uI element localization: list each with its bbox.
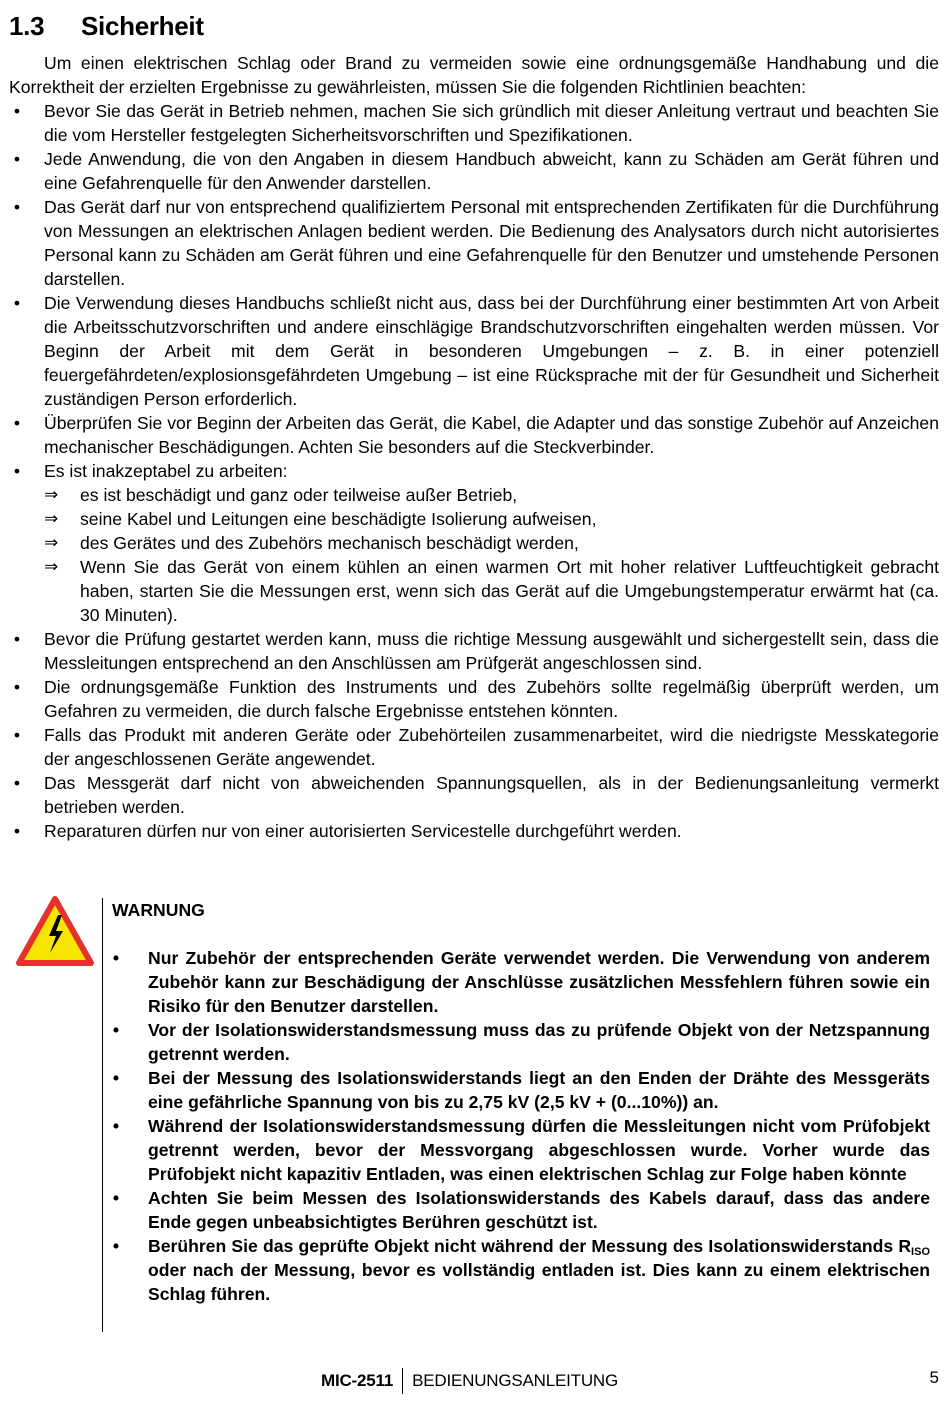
footer-model: MIC-2511	[321, 1371, 394, 1390]
arrow-icon: ⇒	[44, 533, 59, 553]
footer-label	[321, 1368, 618, 1394]
bullet-marker: •	[112, 1188, 120, 1208]
high-voltage-warning-icon	[16, 895, 94, 967]
guideline-list	[9, 99, 939, 843]
arrow-list-item: ⇒ des Gerätes und des Zubehörs mechanisch beschädigt werden,	[44, 533, 579, 553]
list-item: • Die ordnungsgemäße Funktion des Instruments und des Zubehörs sollte regelmäßig überprüft werden, um Gefahren zu vermeiden, die durch falsche Ergebnisse entstehen könnten.	[9, 675, 939, 723]
bullet-marker: •	[13, 725, 21, 745]
list-item: • Bevor Sie das Gerät in Betrieb nehmen, machen Sie sich gründlich mit dieser Anleitung vertraut und beachten Sie die vom Hersteller festgelegten Sicherheitsvorschriften und Spezifikationen.	[9, 99, 939, 147]
warning-title: WARNUNG	[112, 900, 205, 920]
bullet-marker: •	[112, 948, 120, 968]
safety-guidelines	[9, 51, 939, 843]
bullet-marker: •	[13, 293, 21, 313]
list-item: • Die Verwendung dieses Handbuchs schließt nicht aus, dass bei der Durchführung einer bestimmten Art von Arbeit die Arbeitsschutzvorschriften und andere einschlägige Brandschutzvorschriften eingehalten werden müssen. Vor Beginn der Arbeit mit dem Gerät in besonderen Umgebungen – z. B. in einer potenziell feuergefährdeten/explosionsgefährdeten Umgebung – ist eine Rücksprache mit der für Gesundheit und Sicherheit zuständigen Person erforderlich.	[9, 291, 939, 411]
bullet-marker: •	[112, 1116, 120, 1136]
bullet-marker: •	[13, 461, 21, 481]
bullet-marker: •	[13, 149, 21, 169]
riso-subscript: ISO	[911, 1246, 930, 1258]
footer-title: BEDIENUNGSANLEITUNG	[412, 1371, 619, 1390]
arrow-list-item: ⇒ es ist beschädigt und ganz oder teilweise außer Betrieb,	[44, 485, 518, 505]
list-item: • Das Messgerät darf nicht von abweichenden Spannungsquellen, als in der Bedienungsanleitung vermerkt betrieben werden.	[9, 771, 939, 819]
arrow-icon: ⇒	[44, 509, 59, 529]
bullet-marker: •	[13, 821, 21, 841]
bullet-marker: •	[13, 413, 21, 433]
unacceptable-conditions-list	[44, 483, 939, 627]
arrow-icon: ⇒	[44, 557, 59, 577]
arrow-icon: ⇒	[44, 485, 59, 505]
footer-separator	[402, 1368, 403, 1394]
warning-block	[112, 898, 930, 1306]
bullet-marker: •	[13, 677, 21, 697]
section-title: Sicherheit	[81, 11, 204, 41]
warning-item: • Während der Isolationswiderstandsmessung dürfen die Messleitungen nicht vom Prüfobjekt getrennt werden, bevor der Messvorgang abgeschlossen wurde. Vorher wurde das Prüfobjekt nicht kapazitiv Entladen, was einen elektrischen Schlag zur Folge haben könnte	[112, 1114, 930, 1186]
arrow-list-item: ⇒ Wenn Sie das Gerät von einem kühlen an einen warmen Ort mit hoher relativer Luftfeuchtigkeit gebracht haben, starten Sie die Messungen erst, wenn sich das Gerät auf die Umgebungstemperatur erwärmt hat (ca. 30 Minuten).	[44, 557, 939, 625]
bullet-marker: •	[112, 1068, 120, 1088]
section-heading	[9, 8, 204, 44]
warning-item: • Bei der Messung des Isolationswiderstands liegt an den Enden der Drähte des Messgeräts eine gefährliche Spannung von bis zu 2,75 kV (2,5 kV + (0...10%)) an.	[112, 1066, 930, 1114]
warning-item: • Nur Zubehör der entsprechenden Geräte verwendet werden. Die Verwendung von anderem Zubehör kann zur Beschädigung der Anschlüsse zusätzlichen Messfehlern führen sowie ein Risiko für den Benutzer darstellen.	[112, 946, 930, 1018]
list-item: • Überprüfen Sie vor Beginn der Arbeiten das Gerät, die Kabel, die Adapter und das sonstige Zubehör auf Anzeichen mechanischer Beschädigungen. Achten Sie besonders auf die Steckverbinder.	[9, 411, 939, 459]
page-footer	[0, 1366, 950, 1394]
bullet-marker: •	[13, 629, 21, 649]
list-item: • Das Gerät darf nur von entsprechend qualifiziertem Personal mit entsprechenden Zertifikaten für die Durchführung von Messungen an elektrischen Anlagen bedient werden. Die Bedienung des Analysators durch nicht autorisiertes Personal kann zu Schäden am Gerät führen und eine Gefahrenquelle für den Benutzer und umstehende Personen darstellen.	[9, 195, 939, 291]
warning-item: • Berühren Sie das geprüfte Objekt nicht während der Messung des Isolationswiderstands $R_{ISO}$ oder nach der Messung, bevor es vollständig entladen ist. Dies kann zu einem elektrischen Schlag führen.	[112, 1234, 930, 1306]
warning-item: • Vor der Isolationswiderstandsmessung muss das zu prüfende Objekt von der Netzspannung getrennt werden.	[112, 1018, 930, 1066]
section-number: 1.3	[9, 11, 45, 41]
bullet-marker: •	[112, 1236, 120, 1256]
page-number: 5	[929, 1368, 939, 1387]
list-item: • Reparaturen dürfen nur von einer autorisierten Servicestelle durchgeführt werden.	[9, 819, 939, 843]
bullet-marker: •	[112, 1020, 120, 1040]
warning-divider	[102, 898, 103, 1332]
list-item-unacceptable: • Es ist inakzeptabel zu arbeiten: ⇒ es ist beschädigt und ganz oder teilweise außer Betrieb, ⇒ seine Kabel und Leitungen eine beschädigte Isolierung aufweisen, ⇒ des Gerätes und des Zubehörs mechanisch beschädigt werden, ⇒ Wenn Sie das Gerät von einem kühlen an einen warmen Ort mit hoher relativer Luftfeuchtigkeit gebracht haben, starten Sie die Messungen erst, wenn sich das Gerät auf die Umgebungstemperatur erwärmt hat (ca. 30 Minuten).	[9, 459, 939, 627]
warning-item: • Achten Sie beim Messen des Isolationswiderstands des Kabels darauf, dass das andere Ende gegen unbeabsichtigtes Berühren geschützt ist.	[112, 1186, 930, 1234]
intro-paragraph: Um einen elektrischen Schlag oder Brand zu vermeiden sowie eine ordnungsgemäße Handhabung und die Korrektheit der erzielten Ergebnisse zu gewährleisten, müssen Sie die folgenden Richtlinien beachten:	[9, 53, 939, 97]
bullet-marker: •	[13, 101, 21, 121]
warning-list	[112, 946, 930, 1306]
arrow-list-item: ⇒ seine Kabel und Leitungen eine beschädigte Isolierung aufweisen,	[44, 509, 597, 529]
list-item: • Falls das Produkt mit anderen Geräte oder Zubehörteilen zusammenarbeitet, wird die niedrigste Messkategorie der angeschlossenen Geräte angewendet.	[9, 723, 939, 771]
bullet-marker: •	[13, 773, 21, 793]
list-item: • Jede Anwendung, die von den Angaben in diesem Handbuch abweicht, kann zu Schäden am Gerät führen und eine Gefahrenquelle für den Anwender darstellen.	[9, 147, 939, 195]
list-item: • Bevor die Prüfung gestartet werden kann, muss die richtige Messung ausgewählt und sichergestellt sein, dass die Messleitungen entsprechend an den Anschlüssen am Prüfgerät angeschlossen sind.	[9, 627, 939, 675]
bullet-marker: •	[13, 197, 21, 217]
